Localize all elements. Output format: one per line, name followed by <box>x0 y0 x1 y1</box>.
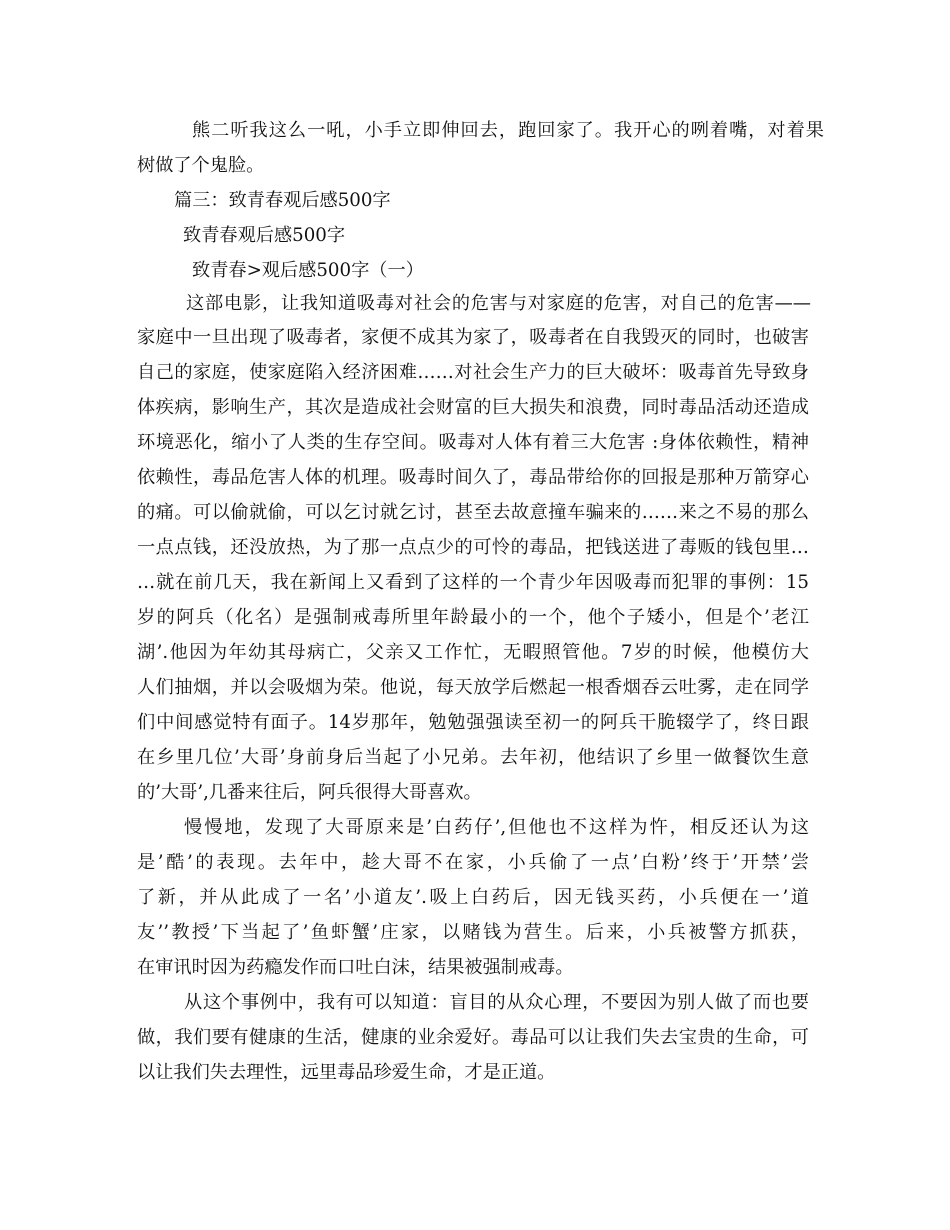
paragraph-1-line-1: 熊二听我这么一吼，小手立即伸回去，跑回家了。我开心的咧着嘴，对着果 <box>192 120 824 141</box>
paragraph-2-line-14: 在乡里几位’大哥’身前身后当起了小兄弟。去年初，他结识了乡里一做餐饮生意 <box>137 747 809 768</box>
paragraph-2-line-2: 家庭中一旦出现了吸毒者，家便不成其为家了，吸毒者在自我毁灭的同时，也破害 <box>137 327 809 348</box>
paragraph-1-line-2: 树做了个鬼脸。 <box>137 155 265 176</box>
paragraph-2-line-9: …就在前几天，我在新闻上又看到了这样的一个青少年因吸毒而犯罪的事例：15 <box>137 572 809 593</box>
paragraph-2-line-8: 一点点钱，还没放热，为了那一点点少的可怜的毒品，把钱送进了毒贩的钱包里… <box>137 537 809 558</box>
article-title: 致青春观后感500字 <box>183 225 346 246</box>
paragraph-2-line-4: 体疾病，影响生产，其次是造成社会财富的巨大损失和浪费，同时毒品活动还造成 <box>137 397 809 418</box>
section-heading: 篇三：致青春观后感500字 <box>174 190 391 211</box>
paragraph-3-line-2: 是’酷’的表现。去年中，趁大哥不在家，小兵偷了一点’白粉’终于’开禁’尝 <box>137 852 809 873</box>
paragraph-4-line-2: 做，我们要有健康的生活，健康的业余爱好。毒品可以让我们失去宝贵的生命，可 <box>137 1027 809 1048</box>
article-subtitle: 致青春>观后感500字（一） <box>192 260 424 281</box>
paragraph-2-line-1: 这部电影，让我知道吸毒对社会的危害与对家庭的危害，对自己的危害—— <box>186 293 811 314</box>
paragraph-2-line-11: 湖’.他因为年幼其母病亡，父亲又工作忙，无暇照管他。7岁的时候，他模仿大 <box>137 642 809 663</box>
paragraph-3-line-3: 了新，并从此成了一名’小道友’.吸上白药后，因无钱买药，小兵便在一’道 <box>137 887 809 908</box>
paragraph-4-line-1: 从这个事例中，我有可以知道：盲目的从众心理，不要因为别人做了而也要 <box>184 992 809 1013</box>
paragraph-4-line-3: 以让我们失去理性，远里毒品珍爱生命，才是正道。 <box>137 1062 556 1083</box>
paragraph-2-line-12: 人们抽烟，并以会吸烟为荣。他说，每天放学后燃起一根香烟吞云吐雾，走在同学 <box>137 677 809 698</box>
paragraph-3-line-4: 友’’教授’下当起了’鱼虾蟹’庄家，以赌钱为营生。后来，小兵被警方抓获， <box>137 922 809 943</box>
paragraph-2-line-5: 环境恶化，缩小了人类的生存空间。吸毒对人体有着三大危害 :身体依赖性，精神 <box>137 432 809 453</box>
paragraph-2-line-15: 的’大哥’,几番来往后，阿兵很得大哥喜欢。 <box>137 782 482 803</box>
paragraph-3-line-5: 在审讯时因为药瘾发作而口吐白沫，结果被强制戒毒。 <box>137 957 574 978</box>
paragraph-2-line-6: 依赖性，毒品危害人体的机理。吸毒时间久了，毒品带给你的回报是那种万箭穿心 <box>137 467 809 488</box>
paragraph-3-line-1: 慢慢地，发现了大哥原来是’白药仔’,但他也不这样为忤，相反还认为这 <box>184 817 809 838</box>
paragraph-2-line-13: 们中间感觉特有面子。14岁那年，勉勉强强读至初一的阿兵干脆辍学了，终日跟 <box>137 712 809 733</box>
paragraph-2-line-3: 自己的家庭，使家庭陷入经济困难……对社会生产力的巨大破坏：吸毒首先导致身 <box>137 362 809 383</box>
paragraph-2-line-7: 的痛。可以偷就偷，可以乞讨就乞讨，甚至去故意撞车骗来的……来之不易的那么 <box>137 502 809 523</box>
paragraph-2-line-10: 岁的阿兵（化名）是强制戒毒所里年龄最小的一个，他个子矮小，但是个’老江 <box>137 607 809 628</box>
